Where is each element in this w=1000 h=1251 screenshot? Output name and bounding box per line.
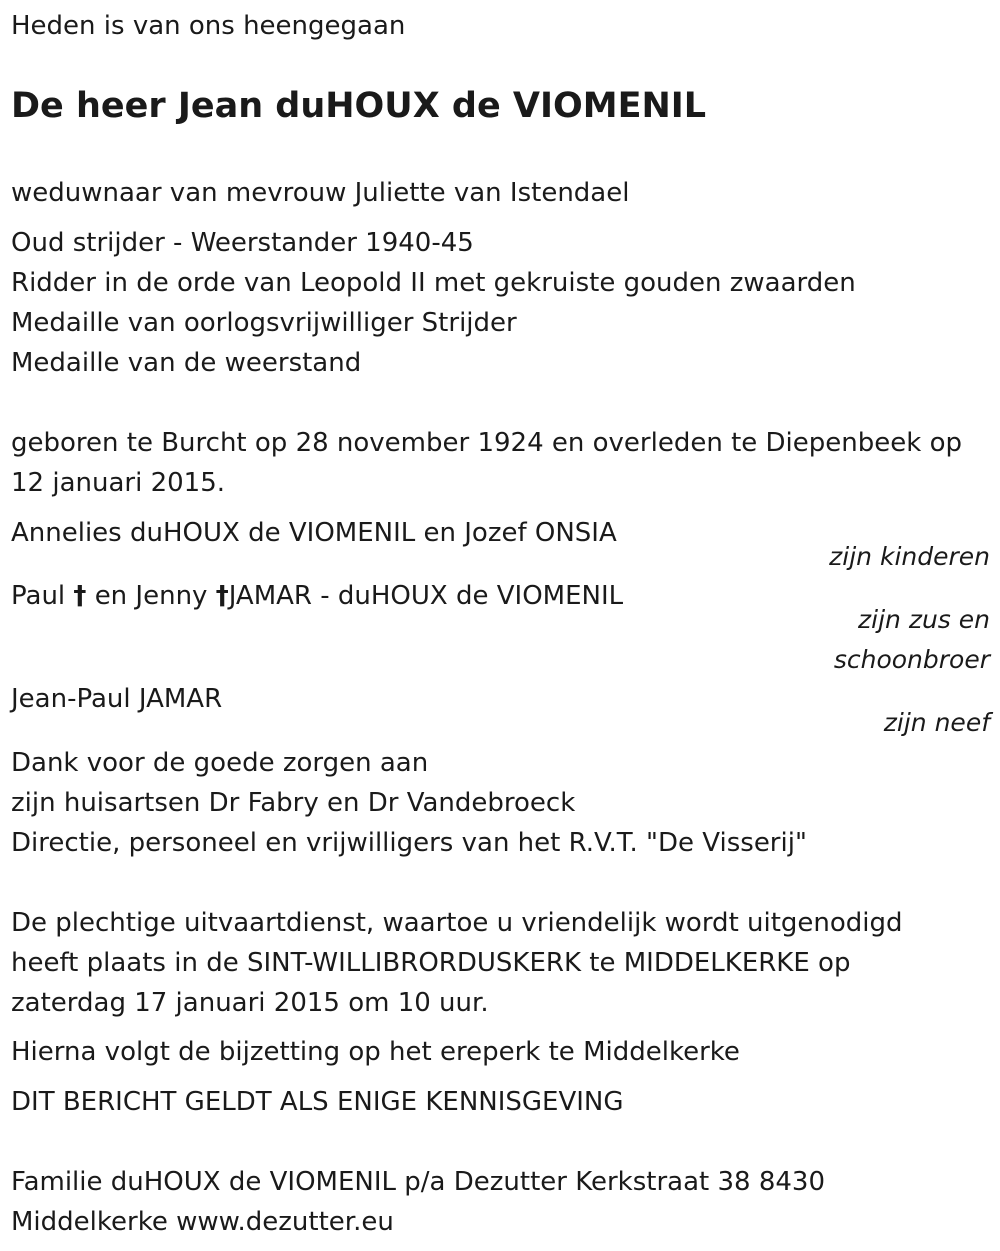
nephew-name: Jean-Paul JAMAR: [11, 684, 223, 714]
born-died-line: 12 januari 2015.: [11, 468, 226, 498]
notice-text: DIT BERICHT GELDT ALS ENIGE KENNISGEVING: [11, 1087, 624, 1117]
burial-text: Hierna volgt de bijzetting op het ereperk te Middelkerke: [11, 1037, 740, 1067]
children-names: Annelies duHOUX de VIOMENIL en Jozef ONSIA: [11, 518, 617, 548]
cross-icon: †: [215, 581, 229, 611]
sister-middle-text: en Jenny: [94, 581, 208, 611]
deceased-name: De heer Jean duHOUX de VIOMENIL: [11, 86, 707, 126]
sister-last-name: JAMAR - duHOUX de VIOMENIL: [228, 581, 624, 611]
children-role: zijn kinderen: [829, 542, 990, 571]
intro-text: Heden is van ons heengegaan: [11, 11, 406, 41]
thanks-line: zijn huisartsen Dr Fabry en Dr Vandebroeck: [11, 788, 576, 818]
sister-first-name: Paul: [11, 581, 66, 611]
thanks-line: Dank voor de goede zorgen aan: [11, 748, 429, 778]
nephew-role: zijn neef: [883, 708, 990, 737]
contact-line: Familie duHOUX de VIOMENIL p/a Dezutter Kerkstraat 38 8430: [11, 1167, 825, 1197]
sister-role-line: zijn zus en: [858, 605, 990, 634]
funeral-line: heeft plaats in de SINT-WILLIBRORDUSKERK te MIDDELKERKE op: [11, 948, 851, 978]
cross-icon: †: [73, 581, 87, 611]
honor-line: Ridder in de orde van Leopold II met gekruiste gouden zwaarden: [11, 268, 856, 298]
funeral-line: De plechtige uitvaartdienst, waartoe u vriendelijk wordt uitgenodigd: [11, 908, 903, 938]
honor-line: Medaille van de weerstand: [11, 348, 362, 378]
sister-names: [11, 583, 623, 609]
born-died-line: geboren te Burcht op 28 november 1924 en overleden te Diepenbeek op: [11, 428, 962, 458]
contact-line: Middelkerke www.dezutter.eu: [11, 1207, 394, 1237]
widower-text: weduwnaar van mevrouw Juliette van Istendael: [11, 178, 630, 208]
sister-role-line: schoonbroer: [833, 645, 990, 674]
honor-line: Oud strijder - Weerstander 1940-45: [11, 228, 474, 258]
honor-line: Medaille van oorlogsvrijwilliger Strijder: [11, 308, 517, 338]
funeral-line: zaterdag 17 januari 2015 om 10 uur.: [11, 988, 489, 1018]
thanks-line: Directie, personeel en vrijwilligers van het R.V.T. "De Visserij": [11, 828, 807, 858]
